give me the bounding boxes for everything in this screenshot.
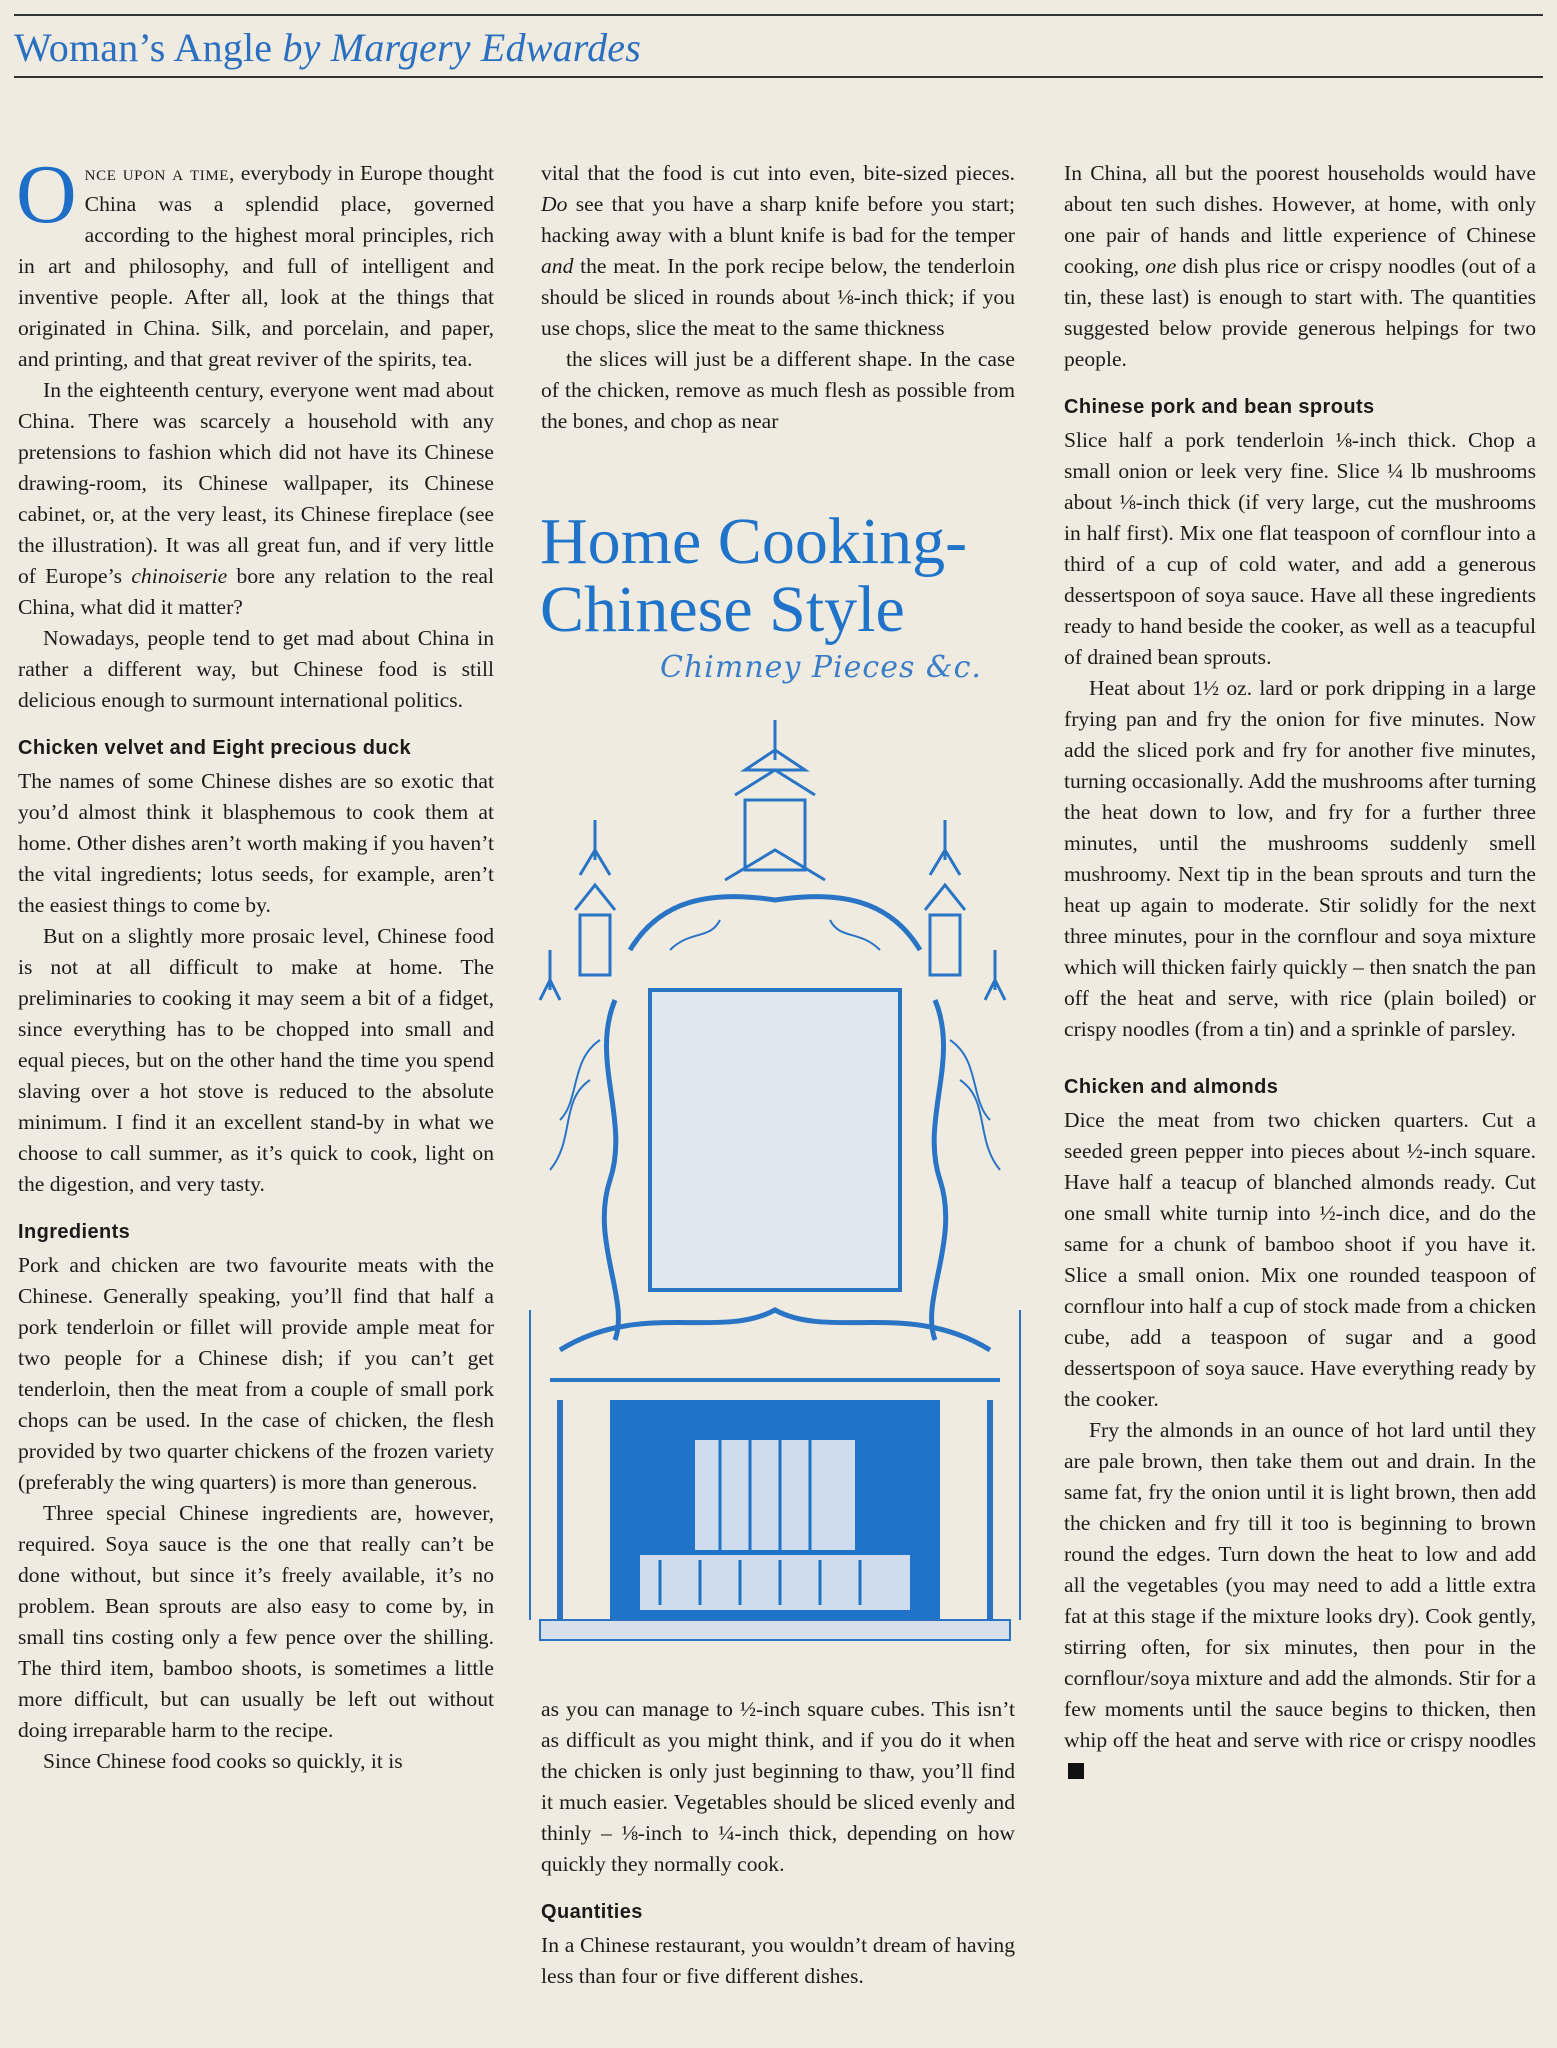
paragraph-text: vital that the food is cut into even, bite-sized pieces.	[541, 161, 1015, 185]
paragraph-text: bore any relation to the real China, what did it matter?	[18, 564, 494, 619]
chinese-fireplace-illustration	[520, 700, 1030, 1660]
lead-in: nce upon a time,	[84, 161, 236, 185]
italic-term: one	[1145, 254, 1177, 278]
italic-term: chinoiserie	[131, 564, 228, 588]
paragraph: Since Chinese food cooks so quickly, it is	[43, 1749, 403, 1773]
drop-cap: O	[16, 148, 77, 241]
header-rule	[14, 76, 1543, 78]
column-2-bottom	[541, 1694, 1015, 1992]
paragraph-text: In the eighteenth century, everyone went mad about China. There was scarcely a household with any pretensions to fashion which did not have its Chinese drawing-room, its Chinese wallpaper, its Chinese cabinet, or, at the very least, its Chinese fireplace (see the illustration). It was all great fun, and if very little of Europe’s	[18, 378, 494, 588]
paragraph: The names of some Chinese dishes are so exotic that you’d almost think it blasphemous to cook them at home. Other dishes aren’t worth making if you haven’t the vital ingredients; lotus seeds, for example, aren’t the easiest things to come by.	[18, 769, 494, 917]
paragraph-text: everybody in Europe thought China was a splendid place, governed according to the highest moral principles, rich in art and philosophy, and full of intelligent and inventive people. After all, look at the things that originated in China. Silk, and porcelain, and paper, and printing, and that great reviver of the spirits, tea.	[18, 161, 494, 371]
paragraph: Pork and chicken are two favourite meats with the Chinese. Generally speaking, you’ll find that half a pork tenderloin or fillet will provide ample meat for two people for a Chinese dish; if you can’t get tenderloin, then the meat from a couple of small pork chops can be used. In the case of chicken, the flesh provided by two quarter chickens of the frozen variety (preferably the wing quarters) is more than generous.	[18, 1253, 494, 1494]
paragraph: Slice half a pork tenderloin ⅛-inch thick. Chop a small onion or leek very fine. Slice ¼ lb mushrooms about ⅛-inch thick (if very large, cut the mushrooms in half first). Mix one flat teaspoon of cornflour into a third of a cup of cold water, and add a generous dessertspoon of soya sauce. Have all these ingredients ready to hand beside the cooker, as well as a teacupful of drained bean sprouts.	[1064, 428, 1536, 669]
italic-term: Do	[541, 192, 568, 216]
paragraph: Nowadays, people tend to get mad about China in rather a different way, but Chinese food is still delicious enough to surmount international politics.	[18, 626, 494, 712]
paragraph-text: the meat. In the pork recipe below, the tenderloin should be sliced in rounds about ⅛-inch thick; if you use chops, slice the meat to the same thickness	[541, 254, 1015, 340]
paragraph	[18, 375, 494, 623]
italic-term: and	[541, 254, 574, 278]
feature-title-line: Home Cooking-	[540, 505, 968, 578]
subheading: Chinese pork and bean sprouts	[1064, 396, 1375, 418]
end-mark-icon	[1068, 1763, 1084, 1779]
subheading: Chicken and almonds	[1064, 1076, 1279, 1098]
feature-title-line: Chinese Style	[540, 573, 905, 646]
paragraph	[1064, 158, 1536, 375]
subheading: Chicken velvet and Eight precious duck	[18, 737, 412, 759]
column-3	[1064, 158, 1536, 1787]
section-title: Woman’s Angle	[14, 25, 273, 70]
paragraph: But on a slightly more prosaic level, Chinese food is not at all difficult to make at home. The preliminaries to cooking it may seem a bit of a fidget, since everything has to be chopped into small and equal pieces, but on the other hand the time you spend slaving over a hot stove is reduced to the absolute minimum. I find it an excellent stand-by in what we choose to call summer, as it’s quick to cook, light on the digestion, and very tasty.	[18, 924, 494, 1196]
illustration-caption: Chimney Pieces &c.	[660, 650, 982, 685]
byline: by Margery Edwardes	[282, 25, 641, 70]
paragraph: Dice the meat from two chicken quarters. Cut a seeded green pepper into pieces about ½-inch square. Have half a teacup of blanched almonds ready. Cut one small white turnip into ½-inch dice, and do the same for a chunk of bamboo shoot if you have it. Slice a small onion. Mix one rounded teaspoon of cornflour into half a cup of stock made from a chicken cube, add a teaspoon of sugar and a good dessertspoon of soya sauce. Have everything ready by the cooker.	[1064, 1108, 1536, 1411]
paragraph: Three special Chinese ingredients are, however, required. Soya sauce is the one that really can’t be done without, but since it’s freely available, it’s no problem. Bean sprouts are also easy to come by, in small tins costing only a few pence over the shilling. The third item, bamboo shoots, is sometimes a little more difficult, but can usually be left out without doing irreparable harm to the recipe.	[18, 1501, 494, 1742]
subheading: Ingredients	[18, 1221, 131, 1243]
column-2-top	[541, 158, 1015, 437]
feature-title	[540, 505, 1020, 646]
paragraph: as you can manage to ½-inch square cubes. This isn’t as difficult as you might think, and if you do it when the chicken is only just beginning to thaw, you’ll find it much easier. Vegetables should be sliced evenly and thinly – ⅛-inch to ¼-inch thick, depending on how quickly they normally cook.	[541, 1697, 1015, 1876]
paragraph: In a Chinese restaurant, you wouldn’t dream of having less than four or five different dishes.	[541, 1933, 1015, 1988]
paragraph-text: In China, all but the poorest households would have about ten such dishes. However, at home, with only one pair of hands and little experience of Chinese cooking,	[1064, 161, 1536, 278]
paragraph: the slices will just be a different shape. In the case of the chicken, remove as much flesh as possible from the bones, and chop as near	[541, 347, 1015, 433]
paragraph-text: dish plus rice or crispy noodles (out of a tin, these last) is enough to start with. The quantities suggested below provide generous helpings for two people.	[1064, 254, 1536, 371]
paragraph-text: Fry the almonds in an ounce of hot lard until they are pale brown, then take them out and drain. In the same fat, fry the onion until it is light brown, then add the chicken and fry till it too is beginning to brown round the edges. Turn down the heat to low and add all the vegetables (you may need to add a little extra fat at this stage if the mixture looks dry). Cook gently, stirring often, for six minutes, then pour in the cornflour/soya mixture and add the almonds. Stir for a few moments until the sauce begins to thicken, then whip off the heat and serve with rice or crispy noodles	[1064, 1418, 1536, 1752]
paragraph	[16, 148, 494, 375]
paragraph	[1064, 1415, 1536, 1787]
subheading: Quantities	[541, 1901, 643, 1923]
top-rule	[14, 14, 1543, 16]
paragraph-text: see that you have a sharp knife before you start; hacking away with a blunt knife is bad for the temper	[541, 192, 1015, 247]
paragraph: Heat about 1½ oz. lard or pork dripping in a large frying pan and fry the onion for five minutes. Now add the sliced pork and fry for another five minutes, turning occasionally. Add the mushrooms after turning the heat down to low, and fry for a further three minutes, until the mushrooms suddenly smell mushroomy. Next tip in the bean sprouts and turn the heat up again to moderate. Stir solidly for the next three minutes, pour in the cornflour and soya mixture which will thicken fairly quickly – then snatch the pan off the heat and serve, with rice (plain boiled) or crispy noodles (from a tin) and a sprinkle of parsley.	[1064, 676, 1536, 1041]
paragraph	[541, 158, 1015, 344]
column-1	[16, 148, 494, 1777]
section-masthead	[14, 24, 641, 71]
